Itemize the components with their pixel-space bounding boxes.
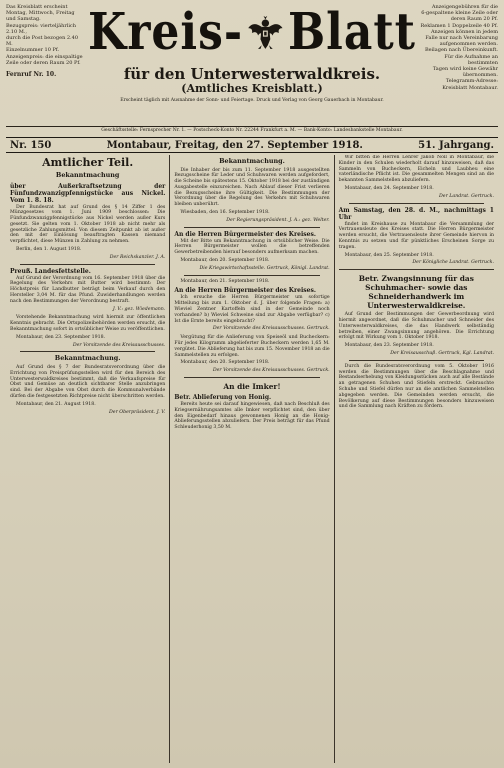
notice-date: Montabaur, den 23. September 1918.	[344, 343, 434, 349]
left-info-line: Zeile oder deren Raum 20 Pf.	[6, 59, 81, 66]
left-info-line: Einzelnummer 10 Pf.	[6, 47, 60, 54]
notice-signature: Der Vorsitzende des Kreisausschusses. Gertruck.	[212, 368, 330, 374]
masthead-right-info	[418, 4, 498, 91]
left-info-line: durch die Post bezogen 2.40 M.	[6, 35, 79, 48]
right-info-line: Beilagen nach Übereinkunft.	[424, 47, 498, 54]
notice-date: Montabaur, den 21. September 1918.	[180, 278, 270, 284]
notice-body: Auf Grund der Verordnung vom 16. September 1918 über die Regelung des Verkehrs mit Butter wird bestimmt: Der Höchstpreis für Landbutter beträgt beim Verkauf durch den Hersteller 3,04 M. für das Pfund. Zuwiderhandlungen werden nach den Bestimmungen der Verordnung bestraft.	[10, 275, 166, 304]
notice-body: Auf Grund der Bestimmungen der Gewerbeordnung wird hiermit angeordnet, daß die Schuhmacher und Schneider des Unterwesterwaldkreises, die das Handwerk selbständig betreiben, einer Zwangsinnung angehören. Die Errichtung erfolgt mit Wirkung vom 1. Oktober 1918.	[338, 312, 494, 341]
notice-body: Ich ersuche die Herren Bürgermeister um sofortige Mitteilung bis zum 1. Oktober d. J. über folgende Fragen: a) Wieviel Zentner Kartoffeln sind in der Gemeinde noch vorhanden? b) Wieviel Schweine sind zur Abgabe verfügbar? c) Ist die Ernte bereits eingebracht?	[174, 295, 330, 324]
notice-body: Vergütung für die Anlieferung von Speiseöl und Bucheckern: Für jedes Kilogramm abgelieferter Bucheckern werden 1,65 M. vergütet. Die Ablieferung hat bis zum 15. November 1918 an die Sammelstellen zu erfolgen.	[174, 335, 330, 358]
left-info-line: und Samstag.	[6, 16, 41, 23]
notice-signature: Der Königliche Landrat. Gertruck.	[412, 260, 494, 266]
notice-signature: Der Vorsitzende des Kreisausschusses. Gertruck.	[212, 326, 330, 332]
subtitle: für den Unterwesterwaldkreis.	[123, 65, 381, 83]
publisher-note: Erscheint täglich mit Ausnahme der Sonn- und Feiertage. Druck und Verlag von Georg Gauerbach in Montabaur.	[120, 98, 384, 103]
column-1	[6, 155, 169, 763]
right-info-line: aufgenommen werden.	[439, 41, 498, 48]
official-note: (Amtliches Kreisblatt.)	[181, 82, 323, 95]
notice-title: Bekanntmachung.	[54, 354, 121, 363]
notice-signature: Der Vorsitzende des Kreisausschusses.	[72, 342, 166, 348]
right-info-line: Anzeigengebühren für die	[431, 4, 498, 10]
masthead	[6, 4, 498, 136]
notice-body: Die Inhaber der bis zum 11. September 1918 ausgestellten Bezugsscheine für Leder und Schuhwaren werden aufgefordert, die Scheine bis spätestens 15. Oktober 1918 bei der zuständigen Ausgabestelle einzureichen. Nach Ablauf dieser Frist verlieren die Bezugsscheine ihre Gültigkeit. Die Bestimmungen der Verordnung über die Regelung des Verkehrs mit Schuhwaren bleiben unberührt.	[174, 167, 330, 208]
left-info-line: Bezugspreis: vierteljährlich 2.10 M.,	[6, 22, 76, 35]
right-info-line: Kreisblatt Montabaur.	[442, 84, 498, 91]
notice-body: Bereits heute sei darauf hingewiesen, daß nach Beschluß des Kriegsernährungsamtes alle Imker verpflichtet sind, den über den Eigenbedarf hinaus gewonnenen Honig an die Honig-Ablieferungsstellen abzuliefern. Der Preis beträgt für das Pfund Schleuderhonig 3,50 M.	[174, 402, 330, 431]
eagle-crest-icon	[247, 5, 284, 61]
notice-title: Bekanntmachung.	[219, 157, 285, 165]
notice-body: Wir bitten die Herren Lehrer Jakob Noll in Montabaur, die Kinder in den Schulen wiederholt darauf hinzuweisen, daß das Sammeln von Bucheckern, Eicheln und Laubheu eine vaterländische Pflicht ist. Die gesammelten Mengen sind an die bekannten Sammelstellen abzuliefern.	[338, 155, 494, 184]
notice-signature: Der Reichskanzler. J. A.	[109, 254, 166, 260]
notice-title: An die Herren Bürgermeister des Kreises.	[174, 287, 316, 295]
notice-title: Betr. Zwangsinnung für das Schuhmacher- sowie das Schneiderhandwerk im Unterwesterwaldkreise.	[358, 274, 474, 311]
title-right: Blatt	[287, 3, 416, 62]
notice-date: Berlin, den 1. August 1918.	[16, 247, 82, 253]
left-info-line: Das Kreisblatt erscheint	[6, 4, 68, 10]
notice-signature: Der Oberpräsident. J. V.	[109, 409, 166, 415]
right-info-line: Tagen wird keine Gewähr	[432, 66, 498, 73]
right-info-line: Reklamen 1 Doppelzeile 40 Pf.	[420, 22, 498, 29]
right-info-line: 6-gespaltene kleine Zeile oder	[421, 10, 498, 17]
notice-signature: Der Kreisausschuß. Gertruck, Kgl. Landrat.	[390, 350, 494, 356]
masthead-left-info	[6, 4, 86, 78]
notice-title: An die Imker!	[223, 382, 281, 392]
left-info-line: Montag, Mittwoch, Freitag	[6, 10, 75, 17]
notice-date: Montabaur, den 20. September 1918.	[180, 360, 270, 366]
notice-title: An die Herren Bürgermeister des Kreises.	[174, 230, 316, 238]
notice-title: Bekanntmachung	[55, 171, 120, 179]
notice-body: findet im Kreishause zu Montabaur die Versammlung der Vertrauensleute des Kreises statt. Die Herren Bürgermeister werden ersucht, die Vertrauensleute ihrer Gemeinde hiervon in Kenntnis zu setzen und für pünktliches Erscheinen Sorge zu tragen.	[338, 221, 494, 250]
notice-body: Der Bundesrat hat auf Grund des § 14 Ziffer 1 des Münzgesetzes vom 1. Juni 1909 beschlossen: Die Fünfundzwanzigpfennigstücke aus Nickel werden außer Kurs gesetzt. Sie gelten vom 1. Oktober 1918 ab nicht mehr als gesetzliche Zahlungsmittel. Von diesem Zeitpunkt ab ist außer den mit der Einlösung beauftragten Kassen niemand verpflichtet, diese Münzen in Zahlung zu nehmen.	[10, 204, 166, 245]
notice-signature: Die Kriegswirtschaftsstelle. Gertruck, Königl. Landrat.	[199, 265, 330, 271]
issue-date: Montabaur, Freitag, den 27. September 1918.	[106, 139, 363, 151]
notice-date: Montabaur, den 25. September 1918.	[344, 252, 434, 258]
phone-number: Fernruf Nr. 10.	[6, 71, 57, 79]
title-left: Kreis-	[88, 3, 244, 62]
right-info-line: Telegramm-Adresse:	[445, 78, 498, 85]
notice-body: Vorstehende Bekanntmachung wird hiermit zur öffentlichen Kenntnis gebracht. Die Ortspolizeibehörden werden ersucht, die Bekanntmachung sofort in ortsüblicher Weise zu veröffentlichen.	[10, 315, 166, 333]
notice-title: Preuß. Landesfettstelle.	[10, 267, 91, 275]
dateline	[6, 137, 498, 153]
notice-title: Am Samstag, den 28. d. M., nachmittags 1 Uhr	[338, 206, 494, 221]
title-block	[88, 4, 416, 104]
notice-body: Auf Grund des § 7 der Bundesratsverordnung über die Errichtung von Preisprüfungsstellen wird für den Bereich des Unterwesterwaldkreises bestimmt, daß die Verkaufspreise für Obst und Gemüse an deutlich sichtbarer Stelle anzubringen sind. Bei der Abgabe von Obst durch die Kommunalverbände dürfen die festgesetzten Richtpreise nicht überschritten werden.	[10, 364, 166, 399]
right-info-line: übernommen.	[462, 72, 498, 79]
article-columns	[6, 155, 498, 763]
right-info-line: Anzeigen können in jedem	[430, 28, 498, 35]
notice-date: Montabaur, den 21. August 1918.	[16, 401, 96, 407]
notice-signature: Der Landrat. Gertruck.	[439, 193, 494, 199]
left-info-line: Anzeigenpreis: die einspaltige	[6, 53, 83, 60]
section-heading: Amtlicher Teil.	[42, 156, 134, 169]
notice-date: Montabaur, den 24. September 1918.	[344, 185, 434, 191]
notice-signature: J. V.: gez. Wiedemann.	[112, 306, 166, 312]
notice-signature: Der Regierungspräsident. J. A.: gez. Welter.	[226, 217, 330, 223]
notice-date: Montabaur, den 20. September 1918.	[180, 258, 270, 264]
address-line: Geschäftsstelle: Fernsprecher Nr. 1. — Postscheck-Konto Nr. 22244 Frankfurt a. M. — Bank-Konto: Landesbankstelle Montabaur.	[6, 126, 498, 135]
notice-subtitle: Betr. Ablieferung von Honig.	[174, 394, 272, 402]
volume-year: 51. Jahrgang.	[418, 139, 494, 151]
notice-date: Montabaur, den 23. September 1918.	[16, 334, 106, 340]
notice-body: Mit der Bitte um Bekanntmachung in ortsüblicher Weise. Die Herren Bürgermeister wollen die betreffenden Gewerbetreibenden hierauf besonders aufmerksam machen.	[174, 238, 330, 256]
issue-number: Nr. 150	[10, 139, 52, 151]
column-2	[169, 155, 333, 763]
notice-subtitle: über Außerkraftsetzung der Fünfundzwanzigpfennigstücke aus Nickel. Vom 1. 8. 18.	[10, 182, 166, 204]
notice-body: Durch die Bundesratsverordnung vom 5. Oktober 1916 werden die Bestimmungen über die Beschlagnahme und Bestandserhebung von Kleidungsstücken auch auf alle Bestände an getragenen Schuhen und Stiefeln erstreckt. Gebrauchte Schuhe und Stiefel dürfen nur an die amtlichen Sammelstellen abgegeben werden. Die Gemeinden werden ersucht, die Bevölkerung auf diese Bestimmungen besonders hinzuweisen und die Sammlung nach Kräften zu fördern.	[338, 363, 494, 410]
notice-date: Wiesbaden, den 16. September 1918.	[180, 210, 270, 216]
right-info-line: Für die Aufnahme an bestimmten	[444, 53, 498, 66]
right-info-line: Falle nur nach Vereinbarung	[425, 35, 498, 42]
right-info-line: deren Raum 20 Pf.	[450, 16, 498, 23]
column-3	[334, 155, 498, 763]
